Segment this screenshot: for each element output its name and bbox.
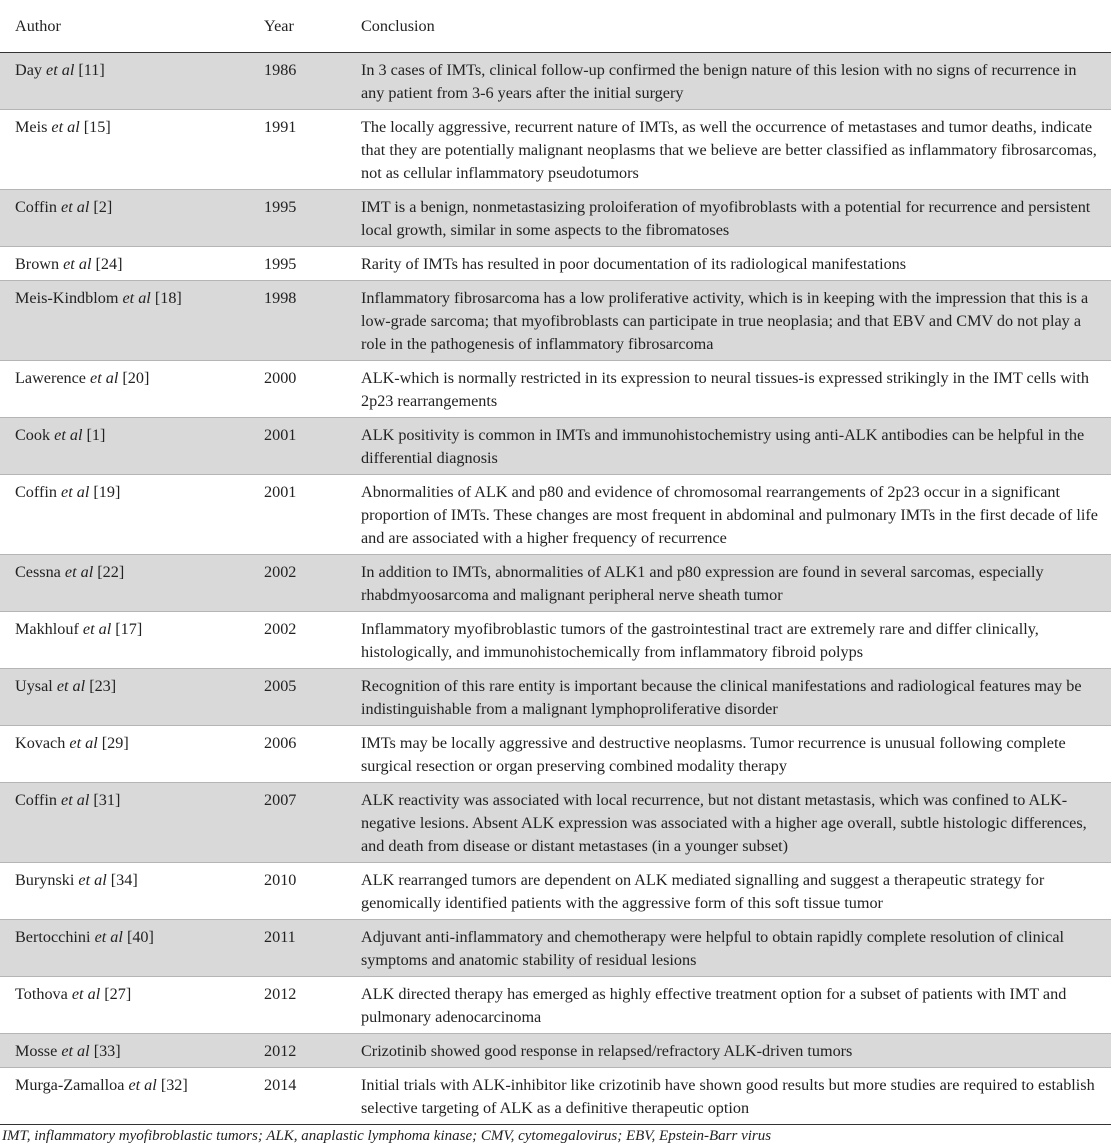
author-name: Uysal bbox=[15, 677, 53, 695]
conclusion-cell: The locally aggressive, recurrent nature of IMTs, as well the occurrence of metastases and tumor deaths, indicate that they are potentially malignant neoplasms that we believe are better classified as inflammatory fibrosarcomas, not as cellular inflammatory pseudotumors bbox=[346, 110, 1111, 190]
conclusion-cell: Rarity of IMTs has resulted in poor documentation of its radiological manifestations bbox=[346, 247, 1111, 281]
author-name: Mosse bbox=[15, 1042, 58, 1060]
reference-number: [34] bbox=[110, 871, 138, 889]
conclusion-cell: Adjuvant anti-inflammatory and chemotherapy were helpful to obtain rapidly complete resolution of clinical symptoms and anatomic stability of residual lesions bbox=[346, 920, 1111, 977]
year-cell: 2011 bbox=[248, 920, 346, 977]
year-cell: 2007 bbox=[248, 783, 346, 863]
table-row bbox=[0, 53, 1111, 110]
author-cell bbox=[0, 1068, 248, 1125]
author-cell bbox=[0, 475, 248, 555]
author-name: Makhlouf bbox=[15, 620, 79, 638]
table-row bbox=[0, 281, 1111, 361]
table-body bbox=[0, 53, 1111, 1125]
author-name: Burynski bbox=[15, 871, 75, 889]
author-name: Cook bbox=[15, 426, 51, 444]
reference-number: [2] bbox=[93, 198, 113, 216]
header-row bbox=[0, 0, 1111, 53]
et-al-text: et al bbox=[61, 791, 90, 809]
conclusion-cell: In addition to IMTs, abnormalities of ALK1 and p80 expression are found in several sarcomas, especially rhabdmyoosarcoma and malignant peripheral nerve sheath tumor bbox=[346, 555, 1111, 612]
et-al-text: et al bbox=[51, 118, 80, 136]
conclusion-cell: ALK directed therapy has emerged as highly effective treatment option for a subset of patients with IMT and pulmonary adenocarcinoma bbox=[346, 977, 1111, 1034]
table-row bbox=[0, 783, 1111, 863]
conclusion-cell: Crizotinib showed good response in relapsed/refractory ALK-driven tumors bbox=[346, 1034, 1111, 1068]
author-cell bbox=[0, 920, 248, 977]
author-cell bbox=[0, 669, 248, 726]
author-name: Brown bbox=[15, 255, 60, 273]
author-cell bbox=[0, 53, 248, 110]
table-row bbox=[0, 555, 1111, 612]
et-al-text: et al bbox=[64, 563, 94, 581]
reference-number: [33] bbox=[93, 1042, 121, 1060]
conclusion-cell: In 3 cases of IMTs, clinical follow-up confirmed the benign nature of this lesion with no signs of recurrence in any patient from 3-6 years after the initial surgery bbox=[346, 53, 1111, 110]
author-name: Cessna bbox=[15, 563, 61, 581]
et-al-text: et al bbox=[82, 620, 112, 638]
author-cell bbox=[0, 1034, 248, 1068]
year-cell: 1995 bbox=[248, 190, 346, 247]
table-row bbox=[0, 977, 1111, 1034]
et-al-text: et al bbox=[46, 61, 75, 79]
et-al-text: et al bbox=[54, 426, 83, 444]
conclusion-cell: Recognition of this rare entity is important because the clinical manifestations and radiological features may be indistinguishable from a malignant lymphoproliferative disorder bbox=[346, 669, 1111, 726]
author-name: Meis bbox=[15, 118, 48, 136]
table-row bbox=[0, 863, 1111, 920]
table-row bbox=[0, 247, 1111, 281]
conclusion-cell: ALK-which is normally restricted in its expression to neural tissues-is expressed strikingly in the IMT cells with 2p23 rearrangements bbox=[346, 361, 1111, 418]
author-cell bbox=[0, 726, 248, 783]
reference-number: [18] bbox=[154, 289, 182, 307]
author-name: Lawerence bbox=[15, 369, 86, 387]
year-cell: 2000 bbox=[248, 361, 346, 418]
conclusion-cell: ALK reactivity was associated with local recurrence, but not distant metastasis, which was confined to ALK-negative lesions. Absent ALK expression was associated with a higher age overall, subtle histologic differences, and death from disease or distant metastases (in a younger subset) bbox=[346, 783, 1111, 863]
year-cell: 1995 bbox=[248, 247, 346, 281]
et-al-text: et al bbox=[61, 198, 90, 216]
conclusion-cell: Initial trials with ALK-inhibitor like crizotinib have shown good results but more studies are required to establish selective targeting of ALK as a definitive therapeutic option bbox=[346, 1068, 1111, 1125]
author-cell bbox=[0, 247, 248, 281]
year-cell: 2012 bbox=[248, 977, 346, 1034]
conclusion-cell: Inflammatory myofibroblastic tumors of the gastrointestinal tract are extremely rare and differ clinically, histologically, and immunohistochemically from inflammatory fibroid polyps bbox=[346, 612, 1111, 669]
et-al-text: et al bbox=[61, 483, 90, 501]
et-al-text: et al bbox=[71, 985, 101, 1003]
year-cell: 2006 bbox=[248, 726, 346, 783]
author-cell bbox=[0, 555, 248, 612]
table-row bbox=[0, 418, 1111, 475]
year-cell: 2001 bbox=[248, 418, 346, 475]
reference-number: [19] bbox=[93, 483, 121, 501]
author-name: Murga-Zamalloa bbox=[15, 1076, 125, 1094]
author-cell bbox=[0, 418, 248, 475]
conclusion-cell: ALK positivity is common in IMTs and immunohistochemistry using anti-ALK antibodies can be helpful in the differential diagnosis bbox=[346, 418, 1111, 475]
author-name: Tothova bbox=[15, 985, 68, 1003]
reference-number: [17] bbox=[115, 620, 143, 638]
table-row bbox=[0, 1034, 1111, 1068]
author-name: Kovach bbox=[15, 734, 66, 752]
author-cell bbox=[0, 361, 248, 418]
year-cell: 2010 bbox=[248, 863, 346, 920]
year-cell: 2005 bbox=[248, 669, 346, 726]
conclusion-column-header: Conclusion bbox=[346, 0, 1111, 53]
table-row bbox=[0, 190, 1111, 247]
et-al-text: et al bbox=[61, 1042, 90, 1060]
table-footnote: IMT, inflammatory myofibroblastic tumors; ALK, anaplastic lymphoma kinase; CMV, cytomegalovirus; EBV, Epstein-Barr virus bbox=[2, 1128, 772, 1144]
year-cell: 1998 bbox=[248, 281, 346, 361]
table-row bbox=[0, 475, 1111, 555]
year-cell: 2001 bbox=[248, 475, 346, 555]
author-cell bbox=[0, 977, 248, 1034]
reference-number: [32] bbox=[160, 1076, 188, 1094]
author-name: Coffin bbox=[15, 198, 57, 216]
year-cell: 2012 bbox=[248, 1034, 346, 1068]
reference-number: [23] bbox=[89, 677, 117, 695]
author-name: Meis-Kindblom bbox=[15, 289, 119, 307]
et-al-text: et al bbox=[69, 734, 98, 752]
author-cell bbox=[0, 190, 248, 247]
reference-number: [29] bbox=[101, 734, 129, 752]
et-al-text: et al bbox=[56, 677, 86, 695]
year-column-header: Year bbox=[248, 0, 346, 53]
author-cell bbox=[0, 863, 248, 920]
author-name: Coffin bbox=[15, 483, 57, 501]
reference-number: [15] bbox=[83, 118, 111, 136]
table-row bbox=[0, 920, 1111, 977]
table-row bbox=[0, 1068, 1111, 1125]
et-al-text: et al bbox=[128, 1076, 157, 1094]
table-row bbox=[0, 361, 1111, 418]
table-row bbox=[0, 612, 1111, 669]
table-row bbox=[0, 669, 1111, 726]
year-cell: 2002 bbox=[248, 555, 346, 612]
author-column-header: Author bbox=[0, 0, 248, 53]
author-cell bbox=[0, 281, 248, 361]
table-row bbox=[0, 726, 1111, 783]
author-name: Coffin bbox=[15, 791, 57, 809]
et-al-text: et al bbox=[94, 928, 123, 946]
author-cell bbox=[0, 110, 248, 190]
author-name: Bertocchini bbox=[15, 928, 91, 946]
reference-number: [40] bbox=[126, 928, 154, 946]
conclusion-cell: Inflammatory fibrosarcoma has a low proliferative activity, which is in keeping with the impression that this is a low-grade sarcoma; that myofibroblasts can participate in true neoplasia; and that EBV and CMV do not play a role in the pathogenesis of inflammatory fibrosarcoma bbox=[346, 281, 1111, 361]
year-cell: 1991 bbox=[248, 110, 346, 190]
et-al-text: et al bbox=[90, 369, 119, 387]
reference-number: [31] bbox=[93, 791, 121, 809]
conclusion-cell: IMTs may be locally aggressive and destructive neoplasms. Tumor recurrence is unusual following complete surgical resection or organ preserving combined modality therapy bbox=[346, 726, 1111, 783]
et-al-text: et al bbox=[63, 255, 92, 273]
reference-number: [27] bbox=[104, 985, 132, 1003]
author-cell bbox=[0, 612, 248, 669]
reference-number: [11] bbox=[78, 61, 105, 79]
author-cell bbox=[0, 783, 248, 863]
year-cell: 2014 bbox=[248, 1068, 346, 1125]
reference-number: [1] bbox=[86, 426, 106, 444]
reference-number: [20] bbox=[122, 369, 150, 387]
table-header bbox=[0, 0, 1111, 53]
year-cell: 1986 bbox=[248, 53, 346, 110]
reference-number: [24] bbox=[95, 255, 123, 273]
et-al-text: et al bbox=[122, 289, 151, 307]
author-name: Day bbox=[15, 61, 42, 79]
reference-number: [22] bbox=[97, 563, 125, 581]
table-row bbox=[0, 110, 1111, 190]
conclusion-cell: Abnormalities of ALK and p80 and evidence of chromosomal rearrangements of 2p23 occur in a significant proportion of IMTs. These changes are most frequent in abdominal and pulmonary IMTs in the first decade of life and are associated with a higher frequency of recurrence bbox=[346, 475, 1111, 555]
conclusion-cell: ALK rearranged tumors are dependent on ALK mediated signalling and suggest a therapeutic strategy for genomically identified patients with the aggressive form of this soft tissue tumor bbox=[346, 863, 1111, 920]
conclusion-cell: IMT is a benign, nonmetastasizing proloiferation of myofibroblasts with a potential for recurrence and persistent local growth, similar in some aspects to the fibromatoses bbox=[346, 190, 1111, 247]
et-al-text: et al bbox=[78, 871, 107, 889]
year-cell: 2002 bbox=[248, 612, 346, 669]
